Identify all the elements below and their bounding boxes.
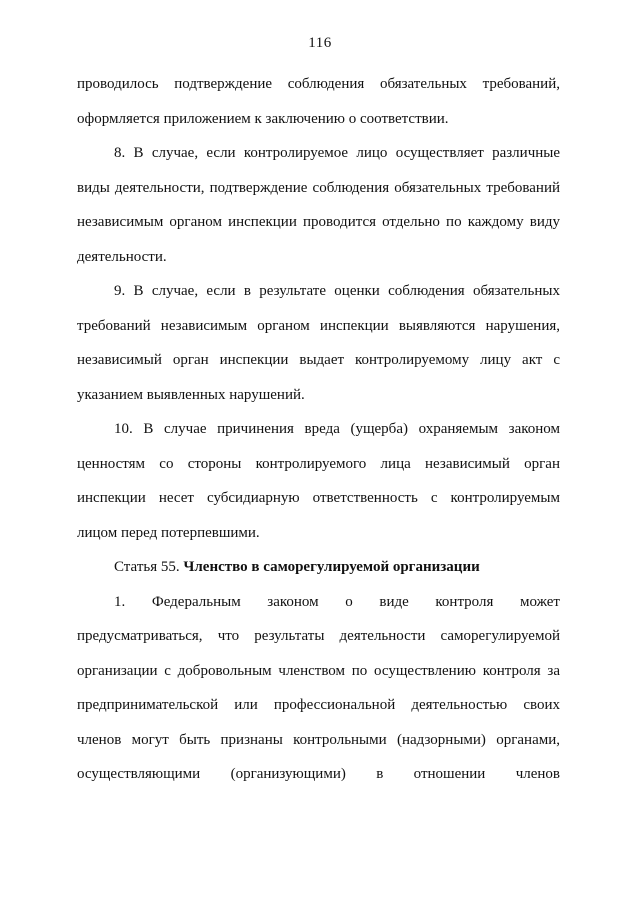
paragraph-continuation: [77, 67, 560, 136]
text-line: оформляется приложением к заключению о соответствии.: [77, 110, 449, 127]
paragraph-item-10: [77, 412, 560, 550]
text-line: членов могут быть признаны контрольными (надзорными) органами,: [77, 731, 560, 748]
text-line: проводилось подтверждение соблюдения обязательных требований,: [77, 76, 560, 92]
text-line: лицом перед потерпевшими.: [77, 524, 260, 541]
document-body: [77, 67, 560, 792]
text-line: деятельности.: [77, 248, 167, 265]
text-line: организации с добровольным членством по осуществлению контроля за: [77, 662, 560, 679]
text-line: ценностям со стороны контролируемого лица независимый орган: [77, 455, 560, 472]
page-number: 116: [308, 35, 332, 51]
article-label: Статья 55.: [114, 559, 184, 575]
text-line: указанием выявленных нарушений.: [77, 386, 305, 403]
text-line: 1. Федеральным законом о виде контроля может: [114, 593, 560, 610]
text-line: независимый орган инспекции выдает контролируемому лицу акт с: [77, 352, 560, 368]
text-line: предпринимательской или профессиональной деятельностью своих: [77, 697, 560, 713]
text-line: независимым органом инспекции проводится отдельно по каждому виду: [77, 214, 560, 230]
paragraph-item-8: [77, 136, 560, 274]
text-line: предусматриваться, что результаты деятельности саморегулируемой: [77, 628, 560, 644]
text-line: 8. В случае, если контролируемое лицо осуществляет различные: [114, 145, 560, 161]
text-line: виды деятельности, подтверждение соблюдения обязательных требований: [77, 179, 560, 196]
text-line: 9. В случае, если в результате оценки соблюдения обязательных: [114, 283, 560, 299]
article-heading: [77, 550, 560, 585]
text-line: осуществляющими (организующими) в отношении членов: [77, 766, 560, 782]
text-line: инспекции несет субсидиарную ответственность с контролируемым: [77, 490, 560, 506]
text-line: требований независимым органом инспекции выявляются нарушения,: [77, 317, 560, 334]
article-title: Членство в саморегулируемой организации: [183, 559, 480, 575]
paragraph-item-9: [77, 274, 560, 412]
text-line: 10. В случае причинения вреда (ущерба) охраняемым законом: [114, 421, 560, 437]
paragraph-article-55-item-1: [77, 585, 560, 792]
